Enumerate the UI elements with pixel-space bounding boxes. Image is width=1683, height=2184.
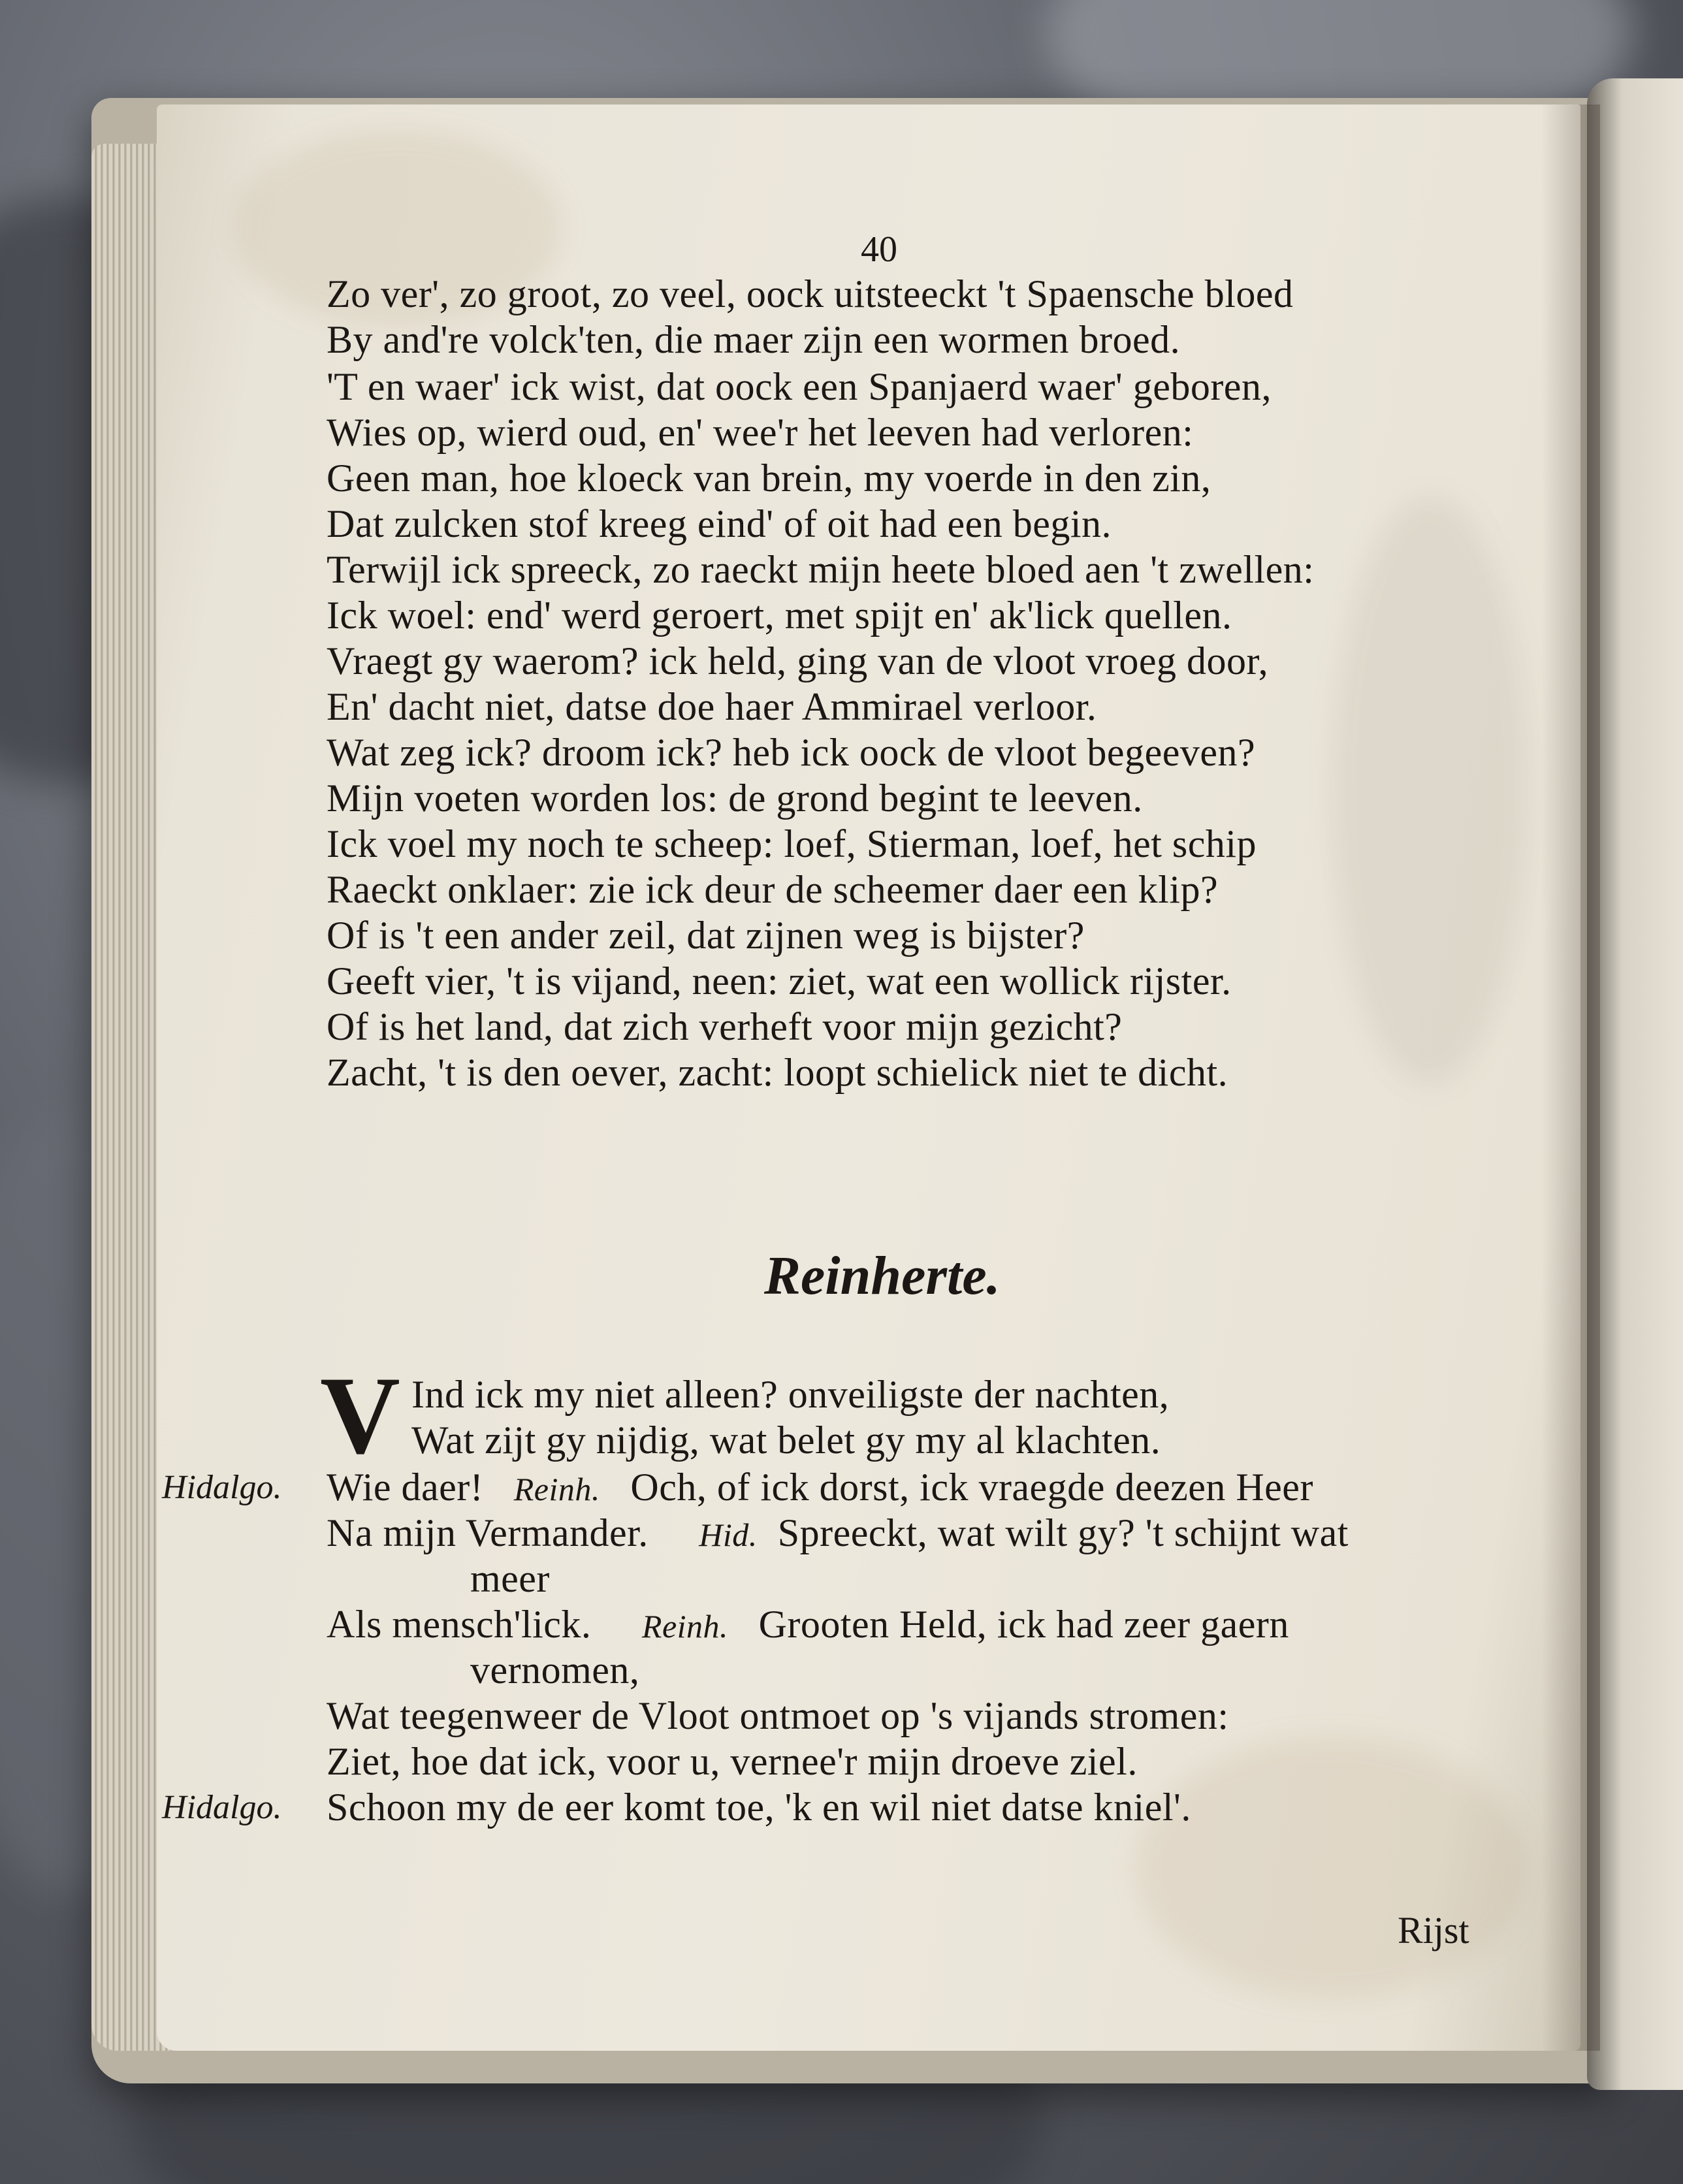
verse-line: Ick woel: end' werd geroert, met spijt en' ak'lick quellen.: [327, 594, 1232, 637]
drop-cap: V: [320, 1354, 400, 1477]
dialogue-line: Als mensch'lick. Reinh. Grooten Held, ick had zeer gaern: [327, 1603, 1289, 1646]
verse-line: Zo ver', zo groot, zo veel, oock uitsteeckt 't Spaensche bloed: [327, 272, 1294, 315]
verse-line: Zacht, 't is den oever, zacht: loopt schielick niet te dicht.: [327, 1051, 1228, 1094]
verse-line: Mijn voeten worden los: de grond begint te leeven.: [327, 777, 1143, 820]
verse-line: Wat zeg ick? droom ick? heb ick oock de vloot begeeven?: [327, 731, 1256, 774]
dialogue-line: Wie daer! Reinh. Och, of ick dorst, ick vraegde deezen Heer: [327, 1466, 1313, 1509]
verse-line: Ick voel my noch te scheep: loef, Stierman, loef, het schip: [327, 822, 1257, 865]
dialogue-line: Ind ick my niet alleen? onveiligste der nachten,: [411, 1373, 1170, 1416]
dialogue-line: Ziet, hoe dat ick, voor u, vernee'r mijn droeve ziel.: [327, 1740, 1138, 1783]
dialogue-continuation: meer: [470, 1557, 550, 1600]
verse-line: Geeft vier, 't is vijand, neen: ziet, wat een wollick rijster.: [327, 959, 1232, 1003]
verse-line: Raeckt onklaer: zie ick deur de scheemer daer een klip?: [327, 868, 1219, 911]
dialogue-line: Na mijn Vermander. Hid. Spreeckt, wat wilt gy? 't schijnt wat: [327, 1511, 1349, 1554]
verse-line: Wies op, wierd oud, en' wee'r het leeven had verloren:: [327, 411, 1194, 454]
verse-line: Geen man, hoe kloeck van brein, my voerde in den zin,: [327, 457, 1211, 500]
dialogue-line: Wat teegenweer de Vloot ontmoet op 's vijands stromen:: [327, 1694, 1229, 1737]
verse-line: Of is het land, dat zich verheft voor mijn gezicht?: [327, 1005, 1123, 1048]
verse-line: Dat zulcken stof kreeg eind' of oit had een begin.: [327, 502, 1112, 545]
dialogue-line: Schoon my de eer komt toe, 'k en wil niet datse kniel'.: [327, 1786, 1191, 1829]
section-title: Reinherte.: [764, 1245, 1001, 1306]
verse-line: Terwijl ick spreeck, zo raeckt mijn heete bloed aen 't zwellen:: [327, 548, 1315, 591]
speaker-label: Hidalgo.: [162, 1789, 282, 1826]
verse-line: By and're volck'ten, die maer zijn een wormen broed.: [327, 318, 1181, 361]
speaker-label: Hidalgo.: [162, 1469, 282, 1506]
dialogue-line: Wat zijt gy nijdig, wat belet gy my al klachten.: [411, 1419, 1161, 1462]
dialogue-continuation: vernomen,: [470, 1648, 640, 1692]
verse-line: En' dacht niet, datse doe haer Ammirael verloor.: [327, 685, 1097, 728]
verse-line: Of is 't een ander zeil, dat zijnen weg is bijster?: [327, 914, 1085, 957]
catchword: Rijst: [1398, 1909, 1469, 1951]
verse-line: 'T en waer' ick wist, dat oock een Spanjaerd waer' geboren,: [327, 365, 1272, 408]
page-number: 40: [861, 229, 897, 270]
verse-line: Vraegt gy waerom? ick held, ging van de vloot vroeg door,: [327, 639, 1269, 682]
